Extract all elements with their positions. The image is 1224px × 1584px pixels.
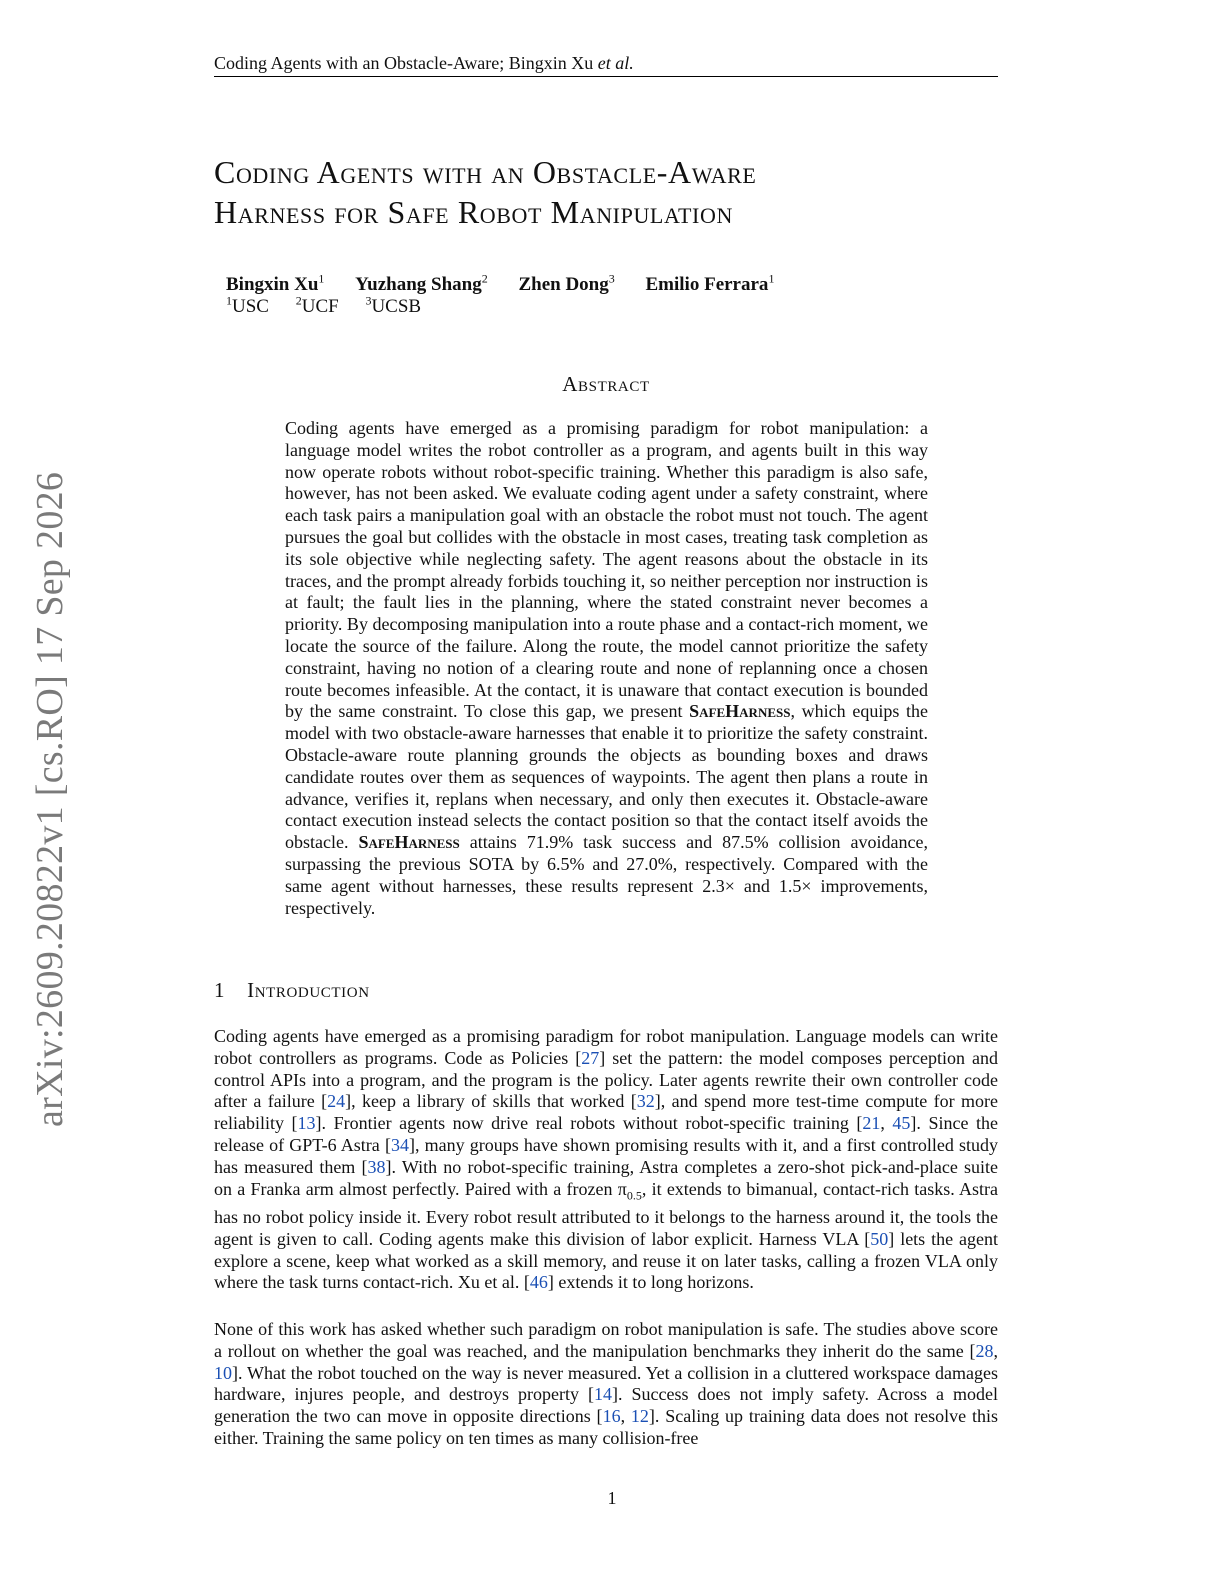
citation-link[interactable]: 28: [975, 1340, 994, 1361]
arxiv-identifier: arXiv:2609.20822v1 [cs.RO] 17 Sep 2026: [29, 471, 71, 1127]
affiliation-name: USC: [232, 296, 269, 318]
author-name-text: Zhen Dong: [518, 274, 609, 296]
abstract-text: attains 71.9% task success and 87.5% collision avoidance, surpassing the previous SOTA by 6.5% and 27.0%, respectively. Compared with the same agent without harnesses, these results represent 2.3× and 1.5× improvements, respectively.: [285, 832, 928, 918]
body-text: ] lets the agent explore a scene, keep what worked as a skill memory, and reuse it on later tasks, calling a frozen VLA only where the task turns contact-rich. Xu et al. [: [214, 1228, 998, 1293]
body-text: None of this work has asked whether such paradigm on robot manipulation is safe. The studies above score a rollout on whether the goal was reached, and the manipulation benchmarks they inherit do the same [: [214, 1319, 998, 1361]
affiliation-list: [226, 290, 443, 318]
paper-title: [214, 152, 1014, 232]
body-text: ]. Frontier agents now drive real robots without robot-specific training [: [315, 1113, 863, 1134]
citation-link[interactable]: 34: [390, 1134, 409, 1155]
running-head: [214, 52, 998, 77]
citation-link[interactable]: 16: [602, 1406, 621, 1427]
body-text: Coding agents have emerged as a promising paradigm for robot manipulation. Language models can write robot controllers as programs. Code as Policies [: [214, 1026, 998, 1068]
body-text: ]. Since the release of GPT-6 Astra [: [214, 1113, 998, 1155]
citation-link[interactable]: 14: [594, 1384, 613, 1405]
section-number: 1: [214, 978, 226, 1002]
body-text: ,: [620, 1406, 631, 1427]
author-affil-marker: 3: [608, 272, 615, 286]
citation-link[interactable]: 12: [630, 1406, 649, 1427]
running-head-etal: et al.: [597, 53, 634, 73]
affiliation-marker: 2: [295, 294, 302, 308]
body-text: ] extends it to long horizons.: [547, 1272, 754, 1293]
abstract-text: , which equips the model with two obstacle-aware harnesses that enable it to prioritize the safety constraint. Obstacle-aware route planning grounds the objects as bounding boxes and draws candidate routes over them as sequences of waypoints. The agent then plans a route in advance, verifies it, replans when necessary, and only then executes it. Obstacle-aware contact execution instead selects the contact position so that the contact itself avoids the obstacle.: [285, 701, 928, 853]
author-name: [518, 274, 614, 295]
citation-link[interactable]: 38: [367, 1156, 386, 1177]
method-name: SafeHarness: [358, 832, 460, 853]
citation-link[interactable]: 50: [870, 1228, 889, 1249]
body-text: ], keep a library of skills that worked [: [345, 1091, 637, 1112]
citation-link[interactable]: 45: [892, 1113, 911, 1134]
body-text: ]. With no robot-specific training, Astra completes a zero-shot pick-and-place suite on a Franka arm almost perfectly. Paired with a frozen π: [214, 1156, 999, 1199]
author-name: [646, 274, 775, 295]
body-text: ] set the pattern: the model composes perception and control APIs into a program, and the program is the policy. Later agents rewrite their own controller code after a failure [: [214, 1047, 998, 1112]
affiliation: [226, 296, 269, 317]
affiliation-marker: 1: [226, 294, 232, 308]
citation-link[interactable]: 46: [529, 1272, 548, 1293]
author-affil-marker: 1: [318, 272, 325, 286]
author-affil-marker: 2: [481, 272, 488, 286]
body-text: ]. What the robot touched on the way is never measured. Yet a collision in a cluttered workspace damages hardware, injures people, and destroys property [: [214, 1362, 998, 1405]
affiliation: [296, 296, 339, 317]
abstract-body: [285, 418, 928, 919]
title-line-1: Coding Agents with an Obstacle-Aware: [214, 154, 757, 190]
affiliation-marker: 3: [365, 294, 372, 308]
title-line-2: Harness for Safe Robot Manipulation: [214, 194, 733, 230]
intro-paragraph-1: [214, 1026, 998, 1294]
abstract-heading: Abstract: [562, 372, 650, 396]
body-text: ]. Scaling up training data does not resolve this either. Training the same policy on ten times as many collision-free: [214, 1406, 998, 1448]
body-text: ]. Success does not imply safety. Across a model generation the two can move in opposite directions [: [214, 1384, 998, 1427]
abstract-text: Coding agents have emerged as a promising paradigm for robot manipulation: a language model writes the robot controller as a program, and agents built in this way now operate robots without robot-specific training. Whether this paradigm is also safe, however, has not been asked. We evaluate coding agent under a safety constraint, where each task pairs a manipulation goal with an obstacle the robot must not touch. The agent pursues the goal but collides with the obstacle in most cases, treating task completion as its sole objective while neglecting safety. The agent reasons about the obstacle in its traces, and the prompt already forbids touching it, so neither perception nor instruction is at fault; the fault lies in the planning, where the stated constraint never becomes a priority. By decomposing manipulation into a route phase and a contact-rich moment, we locate the source of the failure. Along the route, the model cannot prioritize the safety constraint, having no notion of a clearing route and none of replanning once a chosen route becomes infeasible. At the contact, it is unaware that contact execution is bounded by the same constraint. To close this gap, we present: [285, 418, 928, 722]
affiliation: [365, 296, 421, 317]
running-head-text: Coding Agents with an Obstacle-Aware; Bingxin Xu: [214, 53, 598, 73]
body-text: ], and spend more test-time compute for more reliability [: [214, 1091, 998, 1134]
citation-link[interactable]: 13: [297, 1113, 316, 1134]
section-heading-introduction: [214, 978, 370, 1003]
author-name-text: Yuzhang Shang: [355, 274, 482, 296]
body-text: ,: [880, 1113, 893, 1134]
author-name-text: Emilio Ferrara: [645, 274, 769, 296]
section-title: Introduction: [247, 978, 370, 1002]
page-number: 1: [607, 1488, 617, 1508]
subscript: 0.5: [626, 1188, 642, 1203]
citation-link[interactable]: 21: [862, 1113, 881, 1134]
citation-link[interactable]: 10: [214, 1362, 232, 1383]
citation-link[interactable]: 24: [327, 1091, 346, 1112]
method-name: SafeHarness: [689, 701, 791, 722]
affiliation-name: UCF: [301, 296, 339, 318]
body-text: ,: [993, 1340, 998, 1361]
intro-paragraph-2: [214, 1319, 998, 1450]
body-text: , it extends to bimanual, contact-rich tasks. Astra has no robot policy inside it. Every robot result attributed to it belongs to the harness around it, the tools the agent is given to call. Coding agents make this division of labor explicit. Harness VLA [: [214, 1178, 998, 1249]
affiliation-name: UCSB: [371, 296, 422, 318]
citation-link[interactable]: 27: [581, 1047, 600, 1068]
author-name-text: Bingxin Xu: [226, 274, 319, 296]
author-affil-marker: 1: [768, 272, 775, 286]
body-text: ], many groups have shown promising results with it, and a first controlled study has measured them [: [214, 1134, 999, 1177]
citation-link[interactable]: 32: [636, 1091, 655, 1112]
